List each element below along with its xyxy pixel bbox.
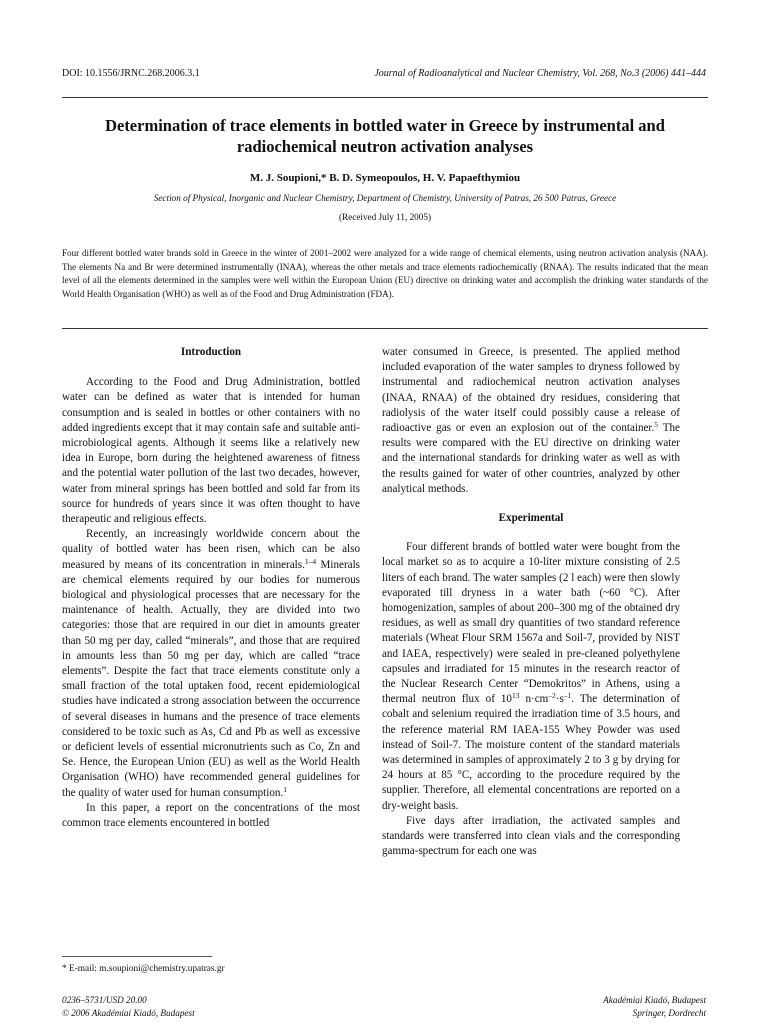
publisher-dordrecht: Springer, Dordrecht <box>632 1007 706 1018</box>
abstract-rule <box>62 328 708 329</box>
authors: M. J. Soupioni,* B. D. Symeopoulos, H. V. Papaefthymiou <box>249 172 521 184</box>
footnote-rule <box>62 956 212 957</box>
issn-price: 0236–5731/USD 20.00 <box>62 995 147 1005</box>
copyright: © 2006 Akadémiai Kiadó, Budapest <box>62 1007 195 1018</box>
intro-paragraph-2: Recently, an increasingly worldwide concern about the quality of bottled water has been risen, which can be also measured by means of its concentration in minerals.$^{1-4}$ Minerals are chemical elements required by our bodies for numerous biological and physiological processes that are necessary for the maintenance of health. Actually, they are divided into two categories: those that are required in our diet in amounts greater than 50 mg per day, called “minerals”, and those that are required in amounts less than 50 mg per day, which are called “trace elements”. Despite the fact that trace elements constitute only a small fraction of the total uptaken food, recent epidemiological studies have indicated a strong association between the occurrence of several diseases in humans and the presence of trace elements considered to be toxic such as As, Cd and Pb as well as excessive or deficient levels of essential micronutrients such as Co, Zn and Se. Hence, the European Union (EU) as well as the World Health Organisation (WHO) have recommended general guidelines for the quality of water used for human consumption.$^1$ <box>62 528 360 799</box>
received-date: (Received July 11, 2005) <box>338 212 432 222</box>
corresponding-email: * E-mail: m.soupioni@chemistry.upatras.gr <box>62 964 225 974</box>
intro-paragraph-1: According to the Food and Drug Administration, bottled water can be defined as water that is intended for human consumption and is sealed in bottles or other containers with no added ingredients except that it may contain safe and suitable anti-microbiological agents. Although it seems like a relatively new idea in Europe, born during the heightened awareness of fitness and the potential water pollution of the last two decades, however, water from mineral springs has been bottled and sold far from its source for hundreds of years since it was often thought to have therapeutic and religious effects. <box>62 376 360 526</box>
article-title: Determination of trace elements in bottled water in Greece by instrumental and radiochemical neutron activation analyses <box>105 116 665 156</box>
intro-paragraph-3-continued: water consumed in Greece, is presented. The applied method included evaporation of the water samples to dryness followed by instrumental and radiochemical neutron activation analyses (INAA, RNAA) of the obtained dry residues, considering that radiolysis of the water itself could possibly cause a release of radioactive gas or even an explosion out of the container.$^5$ The results were compared with the EU directive on drinking water and the international standards for drinking water as well as with the results gained for water of other countries, analyzed by other analytical methods. <box>382 346 680 495</box>
experimental-paragraph-1: Four different brands of bottled water were bought from the local market so as to acquire a 10-liter mixture consisting of 2.5 liters of each brand. The water samples (2 l each) were then slowly evaporated till dryness in a water bath (~60 °C). After homogenization, samples of about 200–300 mg of the obtained dry residues, as well as small dry quantities of two standard reference materials (Wheat Flour SRM 1567a and Soil-7, provided by NIST and IAEA, respectively) were sealed in pre-cleaned polyethylene capsules and irradiated for 15 minutes in the research reactor of the Nuclear Research Center “Demokritos” in Athens, using a thermal neutron flux of $10^{13}$ $n\cdot cm^{-2}\cdot s^{-1}$. The determination of cobalt and selenium required the irradiation time of 3.5 hours, and the reference material RM IAEA-155 Whey Powder was used instead of Soil-7. The moisture content of the standard materials was determined in samples of approximately 2 to 3 g by drying for 24 hours at 85 °C, according to the procedure required by the supplier. Therefore, all elemental concentrations are reported on a dry-weight basis. <box>382 541 680 812</box>
experimental-heading: Experimental <box>498 512 564 525</box>
introduction-heading: Introduction <box>180 346 242 358</box>
header-rule <box>62 97 708 98</box>
abstract: Four different bottled water brands sold in Greece in the winter of 2001–2002 were analyzed for a wide range of chemical elements, using neutron activation analysis (NAA). The elements Na and Br were determined instrumentally (INAA), whereas the other metals and trace elements radiochemically (RNAA). The results indicated that the mean level of all the elements determined in the samples were well within the European Union (EU) directive on drinking water and accomplish the drinking water standards of the World Health Organisation (WHO) as well as of the Food and Drug Administration (FDA). <box>62 248 708 299</box>
footer-left <box>62 994 195 1019</box>
publisher-budapest: Akadémiai Kiadó, Budapest <box>603 995 706 1005</box>
doi: DOI: 10.1556/JRNC.268.2006.3.1 <box>62 68 200 79</box>
footer-right <box>603 994 706 1019</box>
journal-citation: Journal of Radioanalytical and Nuclear Chemistry, Vol. 268, No.3 (2006) 441–444 <box>374 68 706 79</box>
intro-paragraph-3: In this paper, a report on the concentrations of the most common trace elements encountered in bottled <box>62 801 360 830</box>
experimental-paragraph-2: Five days after irradiation, the activated samples and standards were transferred into clean vials and the corresponding gamma-spectrum for each one was <box>382 814 680 858</box>
affiliation: Section of Physical, Inorganic and Nuclear Chemistry, Department of Chemistry, University of Patras, 26 500 Patras, Greece <box>153 193 617 203</box>
right-column <box>382 345 680 860</box>
left-column <box>62 345 360 831</box>
